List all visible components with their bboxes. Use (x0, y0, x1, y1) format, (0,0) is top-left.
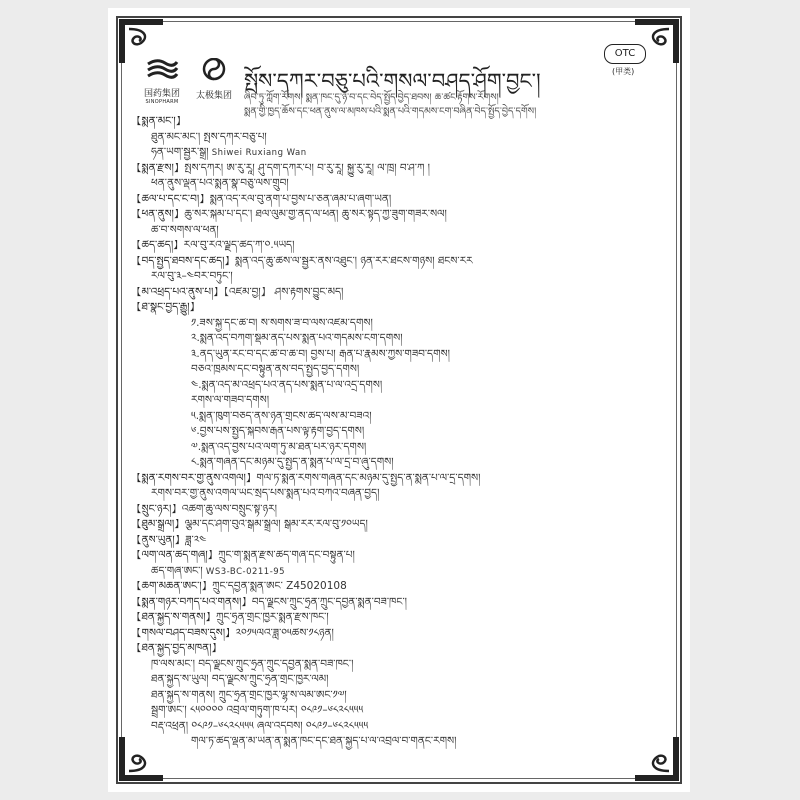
section-text: རིགས་བར་གྱི་ནུས་འགལ་ཡོང་སྲིད་པས་སྨན་པའི་བཀའ་བཞིན་བྱེད། (151, 488, 380, 499)
section-text: ཀྲུང་གོ་སྨན་རྫས་ཚད་གཞི་དང་བསྟུན་པ། (218, 550, 355, 561)
subtitle-line-2: སྨན་གྱི་ཁྱད་ཆོས་དང་ཕན་ནུས་ལ་མཁས་པའི་སྨན་པའི་གདམས་ངག་བཞིན་བེད་སྤྱོད་བྱེད་དགོས། (244, 106, 537, 117)
section-text: ༣.ནད་ཡུན་རིང་བ་དང་ཚ་བ་ཆེ་བ། བྱིས་པ། རྒན་པོ་རྣམས་ཀྱིས་གཟབ་དགོས། (191, 348, 450, 360)
sinopharm-name: 国药集团 (143, 89, 180, 99)
section-text: ༤.སྨན་འདི་མི་འཕྲོད་པའི་ནད་པས་སྨན་པ་ལ་འདྲི་དགོས། (191, 379, 383, 391)
section-label: 【ལག་ལེན་ཚད་གཞི།】 (131, 550, 219, 561)
section-label: 【སྨན་རྫས།】 (131, 162, 185, 174)
sinopharm-sub: SINOPHARM (145, 99, 179, 105)
section-text: རིལ་བུ་༣–༤བར་བཏུང་། (151, 271, 233, 282)
section-label: 【ཕན་ནུས།】 (131, 209, 185, 220)
otc-badge: OTC (604, 44, 646, 64)
section-label: 【ནུས་ཡུན།】 (131, 534, 186, 546)
section-label: 【བེད་སྤྱོད་ཐབས་དང་ཚད།】 (131, 255, 235, 267)
section-label: 【ཐུམ་སྒྲིལ།】 (131, 519, 185, 530)
section-row (191, 736, 671, 750)
section-row (151, 147, 671, 161)
section-row (151, 721, 671, 735)
section-row (151, 488, 671, 502)
section-row (131, 240, 671, 254)
section-label: 【མི་འཕྲོད་པའི་ནུས་པ།】 (131, 286, 224, 298)
section-text: ལྕམ་དང་ཤོག་བུའི་སྒམ་སྒྲིལ། སྒམ་རེར་རིལ་བུ་༡༠ཡོད། (184, 519, 368, 530)
section-row (151, 132, 671, 146)
section-row (151, 674, 671, 688)
section-text: ཀྲུང་ཧྲོན་གྲོང་ཁྱེར་སྨན་རྫས་ཁང་། (216, 612, 329, 623)
section-row (191, 349, 671, 363)
section-row (131, 209, 671, 223)
subtitle-line-1: ཞིབ་ཏུ་ཀློག་རོགས། སྨན་ཁང་དུ་ཉོ་བ་དང་བེད་སྤྱོད་བྱེད་ཐབས། ཆ་ཚང་རྟོགས་རོགས། (244, 92, 499, 103)
section-row (131, 287, 671, 301)
leaflet-title: སྤོས་དཀར་བཅུ་པའི་གསལ་བཤད་ཤོག་བྱང་། (244, 69, 541, 93)
section-label: 【གསལ་བཤད་བཟོས་དུས།】 (131, 627, 236, 639)
section-text: ཐོན་སྐྱེད་ས་ཡུལ། བོད་ལྗོངས་ཀྲུང་ཧྲོན་གྲོང་ཁྱེར་ལམ། (151, 674, 329, 685)
section-row (191, 395, 671, 409)
section-text: ༡.ཟས་སྐྱ་དང་ཚ་བ། སོ་སོགས་ཟ་བ་ལས་འཛེམ་དགོས། (191, 317, 373, 329)
section-row (131, 628, 671, 642)
section-row (131, 194, 671, 208)
otc-class: (甲类) (612, 67, 635, 76)
section-text: རིགས་ལ་གཟབ་དགོས། (191, 395, 270, 406)
section-text: ཚད་གཞི་ཨང་། (151, 565, 203, 577)
section-text: ཕན་ནུས་ལྡན་པའི་སྨན་སྣ་བཅུ་ལས་གྲུབ། (151, 178, 289, 189)
section-text: 【འཛེམ་བྱ།】 ཤེས་རྟོགས་བྱུང་མེད། (223, 286, 344, 298)
section-text: ཀྲུང་དབྱིན་སྨན་ཨང་ Z45020108 (212, 581, 347, 592)
section-text: ཐོན་སྐྱེད་ས་གནས། ཀྲུང་ཧྲོན་གྲོང་ཁྱེར་ལྷ་ས་ལམ་ཨང་༡༧། (151, 689, 347, 701)
section-text: གལ་ཏེ་སྨན་རིགས་གཞན་དང་མཉམ་དུ་སྤྱོད་ན་སྨན་པ་ལ་དྲི་དགོས། (256, 472, 481, 484)
section-text: སྨན་འདི་ཆུ་ཚོས་ལ་སྦྱར་ནས་འཐུང་། ཉིན་རེར་ཐེངས་གཉིས། ཐེངས་རེར (234, 255, 473, 267)
section-row (131, 473, 671, 487)
section-text: ༥.སྨན་ཁུག་བཅད་ནས་ཉིན་གྲངས་ཚད་ལས་མི་བཟའ། (191, 410, 372, 422)
section-row (131, 519, 671, 533)
section-text: བརྡ་འཕྲིན། ༠༨༩༡–༦༨༢༨༥༥༥ ཞལ་འདེབས། ༠༨༩༡–༦༨༢༨༥༥༥ (151, 720, 369, 732)
section-row (151, 659, 671, 673)
section-text: ཆུ་སེར་སྐེམ་པ་དང་། ཐལ་ལུམ་གྱི་ནད་ལ་ཕན། ཆུ་སེར་སྟོད་ཀྱི་ཟུག་གཟེར་སེལ། (184, 209, 447, 220)
section-text: ཁེ་ལས་མིང་། བོད་ལྗོངས་ཀྲུང་ཧྲོན་ཀྲུང་དབྱིན་སྨན་བཟོ་ཁང་། (151, 658, 354, 670)
section-latin: Shiwei Ruxiang Wan (208, 148, 307, 158)
section-row (131, 504, 671, 518)
section-text: ༢༠༡༥ལོའི་ཟླ་༠༥ཚེས་༡༨ཉིན། (235, 627, 334, 639)
section-row (151, 178, 671, 192)
section-text: ༨.སྨན་གཞན་དང་མཉམ་དུ་སྤྱོད་ན་སྨན་པ་ལ་དྲི་བ་ཞུ་དགོས། (191, 457, 394, 468)
section-text: བཅའ་ཁྲིམས་དང་བསྟུན་ནས་བེད་སྤྱོད་བྱེད་དགོས། (191, 364, 360, 375)
section-row (131, 597, 671, 611)
section-row (131, 535, 671, 549)
section-row (151, 271, 671, 285)
section-row (131, 612, 671, 626)
section-row (191, 457, 671, 471)
section-row (131, 302, 671, 316)
leaflet-body (131, 116, 671, 756)
section-label: 【ཆོག་མཆན་ཨང་།】 (131, 581, 213, 592)
taiji-name: 太极集团 (195, 91, 232, 101)
section-text: བོད་ལྗོངས་ཀྲུང་ཧྲོན་ཀྲུང་དབྱིན་སྨན་བཟོ་ཁང་། (251, 596, 407, 608)
section-row (191, 426, 671, 440)
section-text: ༧.སྨན་འདི་བྱིས་པའི་ལག་ཏུ་མི་ཐོན་པར་ཉར་དགོས། (191, 441, 367, 453)
section-text: ༦.བྱིས་པས་སྤྱོད་སྐབས་རྒན་པས་ལྟ་རྟོག་བྱེད་དགོས། (191, 426, 365, 437)
section-row (191, 442, 671, 456)
section-label: 【སྨན་མིང་།】 (131, 116, 187, 127)
section-row (131, 550, 671, 564)
section-text: སྨན་འདི་རིལ་བུ་ནག་པོ་བྱིས་པ་ཅན་ཞིམ་པོ་ཞིག་ཡིན། (209, 193, 392, 205)
section-text: ཟླ་༢༤ (185, 534, 207, 546)
section-row (191, 411, 671, 425)
section-row (131, 116, 671, 130)
section-row (131, 163, 671, 177)
section-label: 【ཚད་ཚད།】 (131, 240, 184, 251)
section-row (191, 380, 671, 394)
section-row (151, 225, 671, 239)
section-text: འཚག་ཆུ་ལས་བསྲུང་སྟེ་ཉར། (181, 503, 277, 515)
sinopharm-logo (140, 58, 184, 105)
section-label: 【སྲུང་ཉར།】 (131, 503, 182, 515)
taiji-emblem-icon (201, 58, 227, 82)
section-label: 【ཐོན་སྐྱེད་ས་གནས།】 (131, 612, 217, 623)
section-label: 【སྨན་རིགས་བར་གྱི་ནུས་འགལ།】 (131, 472, 257, 484)
section-text: གལ་ཏེ་ཚད་ལྡན་མ་ཡིན་ན་སྨན་ཁང་དང་ཐོན་སྐྱེད་པ་ལ་འབྲེལ་བ་གནང་རོགས། (191, 736, 457, 747)
section-text: ༢.སྨན་འདི་བཀག་སྡོམ་ནད་པས་སྨན་པའི་གདམས་ངག་དགོས། (191, 333, 403, 344)
section-row (131, 581, 671, 595)
section-row (151, 566, 671, 580)
section-label: 【སྨན་གཉེར་བཀོད་པའི་གནས།】 (131, 596, 252, 608)
section-label: 【ཚལ་པ་དང་ངོ་བོ།】 (131, 193, 210, 205)
section-label: 【ཐོན་སྐྱེད་བྱེད་མཁན།】 (131, 643, 222, 654)
section-text: རིལ་བུ་རེའི་ལྗིད་ཚད་ཀེ་༠.༥ཡོད། (183, 240, 295, 251)
section-row (131, 256, 671, 270)
section-row (151, 690, 671, 704)
section-text: སྦྲག་ཨང་། ༨༥༠༠༠༠ འབྲེལ་གཏུག་ཁ་པར། ༠༨༩༡–༦༨༢༨༥༥༥ (151, 705, 364, 716)
section-row (191, 318, 671, 332)
section-row (131, 643, 671, 657)
sinopharm-wave-icon (145, 58, 179, 80)
taiji-logo (192, 58, 236, 101)
section-label: 【ཐོ་སྣང་བྱེད་རྒྱུ།】 (131, 302, 201, 313)
section-text: ཐུན་མོང་མིང་། སྤོས་དཀར་བཅུ་པ། (151, 131, 267, 143)
section-text: ཚ་བ་སོགས་ལ་ཕན། (151, 224, 219, 236)
section-row (191, 333, 671, 347)
section-row (191, 364, 671, 378)
section-text: སྤོས་དཀར། ཨ་རུ་རཱ། ཤུ་དག་དཀར་པོ། བ་རུ་རཱ། སྐྱུ་རུ་རཱ། ལི་ཁྲི། བ་ཤ་ཀ ། (184, 162, 431, 174)
section-row (151, 705, 671, 719)
section-text: ཧན་ཡིག་སྦྱར་སྒྲ། (151, 147, 209, 158)
section-latin: WS3-BC-0211-95 (202, 566, 286, 577)
